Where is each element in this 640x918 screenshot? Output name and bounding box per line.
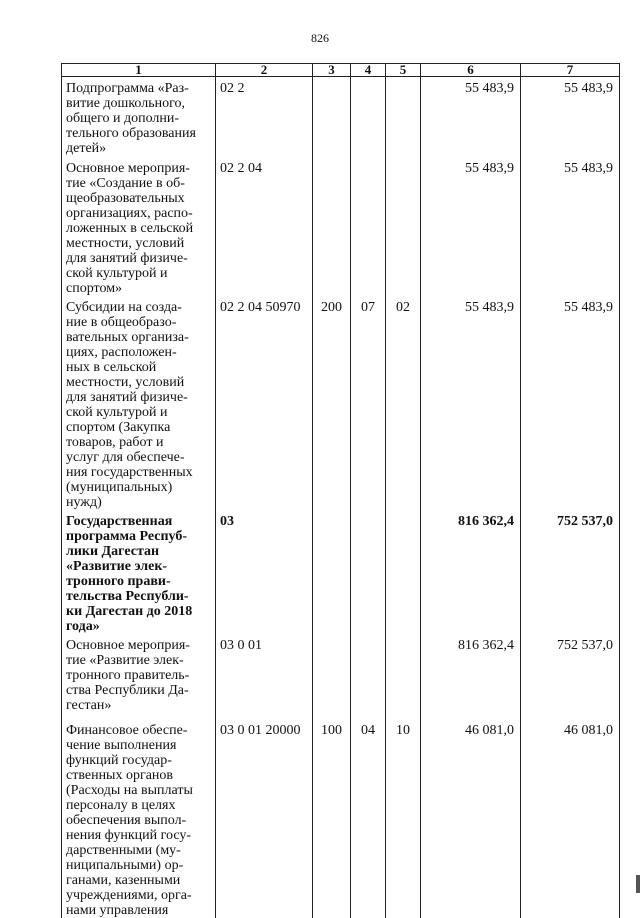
row-col7-value: 55 483,9: [521, 77, 620, 157]
row-col5-cell: 02: [386, 296, 421, 510]
row-name-cell: Основное мероприя- тие «Развитие элек- тронного правитель- ства Республики Да- гестан»: [62, 634, 216, 719]
row-code-cell: 02 2: [216, 77, 313, 157]
row-col4-cell: [351, 510, 386, 634]
row-col3-cell: 100: [313, 719, 351, 918]
row-name-cell: Субсидии на созда- ние в общеобразо- вательных организа- циях, расположен- ных в сельской местности, условий для занятий физиче- ской культурой и спортом (Закупка товаров, работ и услуг для обеспече- ния государственных (муниципальных) нужд): [62, 296, 216, 510]
column-header: 5: [386, 64, 421, 77]
row-code-cell: 03: [216, 510, 313, 634]
row-col7-value: 752 537,0: [521, 634, 620, 719]
row-col4-cell: 07: [351, 296, 386, 510]
row-code-cell: 03 0 01 20000: [216, 719, 313, 918]
row-col5-cell: [386, 634, 421, 719]
scan-edge-mark: [636, 875, 640, 893]
row-col6-value: 55 483,9: [421, 77, 521, 157]
row-col7-value: 55 483,9: [521, 157, 620, 296]
row-col5-cell: [386, 510, 421, 634]
table-row: [62, 296, 620, 510]
column-header: 7: [521, 64, 620, 77]
row-col6-value: 46 081,0: [421, 719, 521, 918]
column-header: 6: [421, 64, 521, 77]
row-col7-value: 46 081,0: [521, 719, 620, 918]
row-name-cell: Государственная программа Респуб- лики Дагестан «Развитие элек- тронного прави- тельства Республи- ки Дагестан до 2018 года»: [62, 510, 216, 634]
row-col4-cell: [351, 157, 386, 296]
row-col3-cell: [313, 157, 351, 296]
row-col5-cell: [386, 77, 421, 157]
row-col3-cell: [313, 77, 351, 157]
row-col6-value: 816 362,4: [421, 634, 521, 719]
table-row: [62, 77, 620, 157]
row-col5-cell: 10: [386, 719, 421, 918]
row-name-cell: Финансовое обеспе- чение выполнения функций государ- ственных органов (Расходы на выплаты персоналу в целях обеспечения выпол- нения функций госу- дарственными (му- ниципальными) ор- ганами, казенными учреждениями, орга- нами управления: [62, 719, 216, 918]
table-row: [62, 634, 620, 719]
row-col4-cell: [351, 77, 386, 157]
column-header: 2: [216, 64, 313, 77]
table-row: [62, 510, 620, 634]
row-name-cell: Основное мероприя- тие «Создание в об- щеобразовательных организациях, распо- ложенных в сельской местности, условий для занятий физиче- ской культурой и спортом»: [62, 157, 216, 296]
row-col6-value: 55 483,9: [421, 296, 521, 510]
table-header-row: [62, 64, 620, 77]
row-col3-cell: [313, 634, 351, 719]
row-code-cell: 03 0 01: [216, 634, 313, 719]
page-number: 826: [311, 31, 329, 45]
column-header: 1: [62, 64, 216, 77]
row-col5-cell: [386, 157, 421, 296]
row-col4-cell: [351, 634, 386, 719]
table-row: [62, 157, 620, 296]
row-code-cell: 02 2 04 50970: [216, 296, 313, 510]
row-code-cell: 02 2 04: [216, 157, 313, 296]
row-col6-value: 55 483,9: [421, 157, 521, 296]
row-col3-cell: 200: [313, 296, 351, 510]
column-header: 3: [313, 64, 351, 77]
row-col6-value: 816 362,4: [421, 510, 521, 634]
row-col4-cell: 04: [351, 719, 386, 918]
row-col7-value: 55 483,9: [521, 296, 620, 510]
row-col3-cell: [313, 510, 351, 634]
row-name-cell: Подпрограмма «Раз- витие дошкольного, общего и дополни- тельного образования детей»: [62, 77, 216, 157]
budget-table: [61, 63, 620, 918]
table-row: [62, 719, 620, 918]
column-header: 4: [351, 64, 386, 77]
row-col7-value: 752 537,0: [521, 510, 620, 634]
